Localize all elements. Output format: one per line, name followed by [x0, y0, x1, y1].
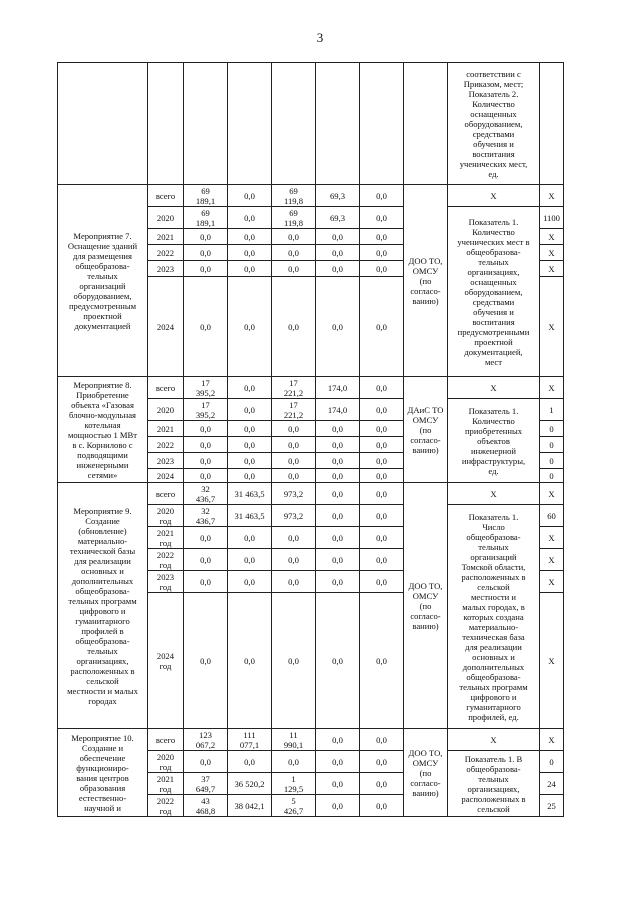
executor-cell: ДОО ТО, ОМСУ (по согласо- ванию): [404, 483, 448, 729]
total-cell: 0,0: [184, 245, 228, 261]
total-cell: 0,0: [184, 421, 228, 437]
local-cell: 0,0: [316, 437, 360, 453]
federal-cell: 0,0: [228, 437, 272, 453]
federal-cell: 0,0: [228, 261, 272, 277]
table-row: [58, 377, 564, 399]
local-cell: 0,0: [316, 505, 360, 527]
indicator-value-cell: X: [540, 261, 564, 277]
total-cell: 0,0: [184, 229, 228, 245]
page-number: 3: [316, 30, 324, 45]
indicator-value-cell: X: [540, 593, 564, 729]
year-cell: 2023: [148, 261, 184, 277]
year-cell: 2020 год: [148, 505, 184, 527]
indicator-value-cell: 0: [540, 437, 564, 453]
year-cell: 2022 год: [148, 549, 184, 571]
year-cell: 2022: [148, 437, 184, 453]
total-cell: 123 067,2: [184, 729, 228, 751]
local-cell: 0,0: [316, 795, 360, 817]
local-cell: 69,3: [316, 185, 360, 207]
federal-cell: 0,0: [228, 469, 272, 483]
event-title: Мероприятие 7. Оснащение зданий для размещения общеобразова- тельных организаций оборудованием, предусмотренным проектной документацией: [58, 185, 148, 377]
federal-cell: 0,0: [228, 277, 272, 377]
indicator-value-cell: X: [540, 571, 564, 593]
total-cell: 43 468,8: [184, 795, 228, 817]
local-cell: 0,0: [316, 229, 360, 245]
indicator-x-cell: X: [448, 377, 540, 399]
extra-cell: 0,0: [360, 593, 404, 729]
regional-cell: 0,0: [272, 437, 316, 453]
local-cell: 0,0: [316, 571, 360, 593]
year-cell: 2021 год: [148, 773, 184, 795]
federal-cell: 0,0: [228, 185, 272, 207]
regional-cell: 5 426,7: [272, 795, 316, 817]
event-title: Мероприятие 9. Создание (обновление) материально- технической базы для реализации основных и дополнительных общеобразова- тельных программ цифрового и гуманитарного профилей в общеобразова- тельных организациях, расположенных в сельской местности и малых городах: [58, 483, 148, 729]
extra-cell: 0,0: [360, 437, 404, 453]
local-cell: 174,0: [316, 377, 360, 399]
extra-cell: 0,0: [360, 549, 404, 571]
local-cell: 0,0: [316, 593, 360, 729]
indicator-value-cell: X: [540, 729, 564, 751]
federal-cell: 0,0: [228, 421, 272, 437]
total-cell: 0,0: [184, 437, 228, 453]
total-cell: 0,0: [184, 571, 228, 593]
indicator-value-cell: X: [540, 245, 564, 261]
federal-cell: 111 077,1: [228, 729, 272, 751]
year-cell: 2020: [148, 399, 184, 421]
extra-cell: 0,0: [360, 773, 404, 795]
indicator-value-cell: X: [540, 229, 564, 245]
empty-cell: [184, 63, 228, 185]
federal-cell: 0,0: [228, 571, 272, 593]
table-row: [58, 483, 564, 505]
extra-cell: 0,0: [360, 261, 404, 277]
executor-cell: ДОО ТО, ОМСУ (по согласо- ванию): [404, 729, 448, 817]
regional-cell: 0,0: [272, 571, 316, 593]
table-row: [58, 63, 564, 185]
federal-cell: 0,0: [228, 751, 272, 773]
local-cell: 0,0: [316, 483, 360, 505]
federal-cell: 36 520,2: [228, 773, 272, 795]
year-cell: 2024 год: [148, 593, 184, 729]
extra-cell: 0,0: [360, 527, 404, 549]
year-cell: 2024: [148, 277, 184, 377]
federal-cell: 0,0: [228, 453, 272, 469]
total-cell: 17 395,2: [184, 377, 228, 399]
extra-cell: 0,0: [360, 751, 404, 773]
indicator-value-cell: 0: [540, 421, 564, 437]
federal-cell: 0,0: [228, 229, 272, 245]
regional-cell: 0,0: [272, 229, 316, 245]
regional-cell: 0,0: [272, 261, 316, 277]
executor-cell: ДАиС ТО ОМСУ (по согласо- ванию): [404, 377, 448, 483]
regional-cell: 17 221,2: [272, 377, 316, 399]
regional-cell: 0,0: [272, 453, 316, 469]
federal-cell: 31 463,5: [228, 505, 272, 527]
empty-cell: [58, 63, 148, 185]
regional-cell: 1 129,5: [272, 773, 316, 795]
regional-cell: 0,0: [272, 421, 316, 437]
regional-cell: 973,2: [272, 483, 316, 505]
federal-cell: 38 042,1: [228, 795, 272, 817]
indicator-value-cell: X: [540, 377, 564, 399]
local-cell: 0,0: [316, 261, 360, 277]
year-cell: 2022 год: [148, 795, 184, 817]
federal-cell: 0,0: [228, 549, 272, 571]
indicator-value-cell: 1100: [540, 207, 564, 229]
local-cell: 0,0: [316, 751, 360, 773]
indicator-cell: Показатель 1. Число общеобразова- тельных организаций Томской области, расположенных в сельской местности и малых городах, в которых создана материально- техническая база для реализации основных и дополнительных общеобразова- тельных программ цифрового и гуманитарного профилей, ед.: [448, 505, 540, 729]
total-cell: 32 436,7: [184, 483, 228, 505]
indicator-value-cell: X: [540, 277, 564, 377]
year-cell: 2023 год: [148, 571, 184, 593]
executor-cell: ДОО ТО, ОМСУ (по согласо- ванию): [404, 185, 448, 377]
regional-cell: 17 221,2: [272, 399, 316, 421]
federal-cell: 0,0: [228, 593, 272, 729]
regional-cell: 11 990,1: [272, 729, 316, 751]
table-row: [58, 185, 564, 207]
indicator-value-cell: X: [540, 527, 564, 549]
extra-cell: 0,0: [360, 795, 404, 817]
regional-cell: 0,0: [272, 469, 316, 483]
empty-cell: [272, 63, 316, 185]
indicator-value-cell: X: [540, 549, 564, 571]
local-cell: 69,3: [316, 207, 360, 229]
regional-cell: 69 119,8: [272, 207, 316, 229]
table-row: [58, 729, 564, 751]
indicator-x-cell: X: [448, 185, 540, 207]
year-cell: 2024: [148, 469, 184, 483]
extra-cell: 0,0: [360, 571, 404, 593]
local-cell: 0,0: [316, 245, 360, 261]
indicator-cell: Показатель 1. Количество приобретенных объектов инженерной инфраструктуры, ед.: [448, 399, 540, 483]
federal-cell: 0,0: [228, 245, 272, 261]
federal-cell: 0,0: [228, 207, 272, 229]
total-cell: 0,0: [184, 527, 228, 549]
extra-cell: 0,0: [360, 421, 404, 437]
year-cell: всего: [148, 729, 184, 751]
total-cell: 0,0: [184, 277, 228, 377]
regional-cell: 0,0: [272, 549, 316, 571]
total-cell: 0,0: [184, 593, 228, 729]
year-cell: 2021: [148, 421, 184, 437]
federal-cell: 0,0: [228, 377, 272, 399]
extra-cell: 0,0: [360, 453, 404, 469]
extra-cell: 0,0: [360, 245, 404, 261]
year-cell: 2021 год: [148, 527, 184, 549]
local-cell: 0,0: [316, 549, 360, 571]
extra-cell: 0,0: [360, 377, 404, 399]
local-cell: 0,0: [316, 527, 360, 549]
extra-cell: 0,0: [360, 399, 404, 421]
extra-cell: 0,0: [360, 483, 404, 505]
indicator-value-cell: 24: [540, 773, 564, 795]
indicator-value-cell: 1: [540, 399, 564, 421]
extra-cell: 0,0: [360, 277, 404, 377]
total-cell: 17 395,2: [184, 399, 228, 421]
event-title: Мероприятие 10. Создание и обеспечение функциониро- вания центров образования естественно- научной и: [58, 729, 148, 817]
indicator-value-cell: X: [540, 483, 564, 505]
local-cell: 174,0: [316, 399, 360, 421]
indicator-cell: соответствии с Приказом, мест; Показатель 2. Количество оснащенных оборудованием, средствами обучения и воспитания ученических мест, ед.: [448, 63, 540, 185]
federal-cell: 31 463,5: [228, 483, 272, 505]
regional-cell: 973,2: [272, 505, 316, 527]
year-cell: 2020: [148, 207, 184, 229]
indicator-cell: Показатель 1. Количество ученических мест в общеобразова- тельных организациях, оснащенных оборудованием, средствами обучения и воспитания предусмотренными проектной документацией, мест: [448, 207, 540, 377]
total-cell: 0,0: [184, 261, 228, 277]
year-cell: 2022: [148, 245, 184, 261]
extra-cell: 0,0: [360, 505, 404, 527]
year-cell: всего: [148, 483, 184, 505]
regional-cell: 0,0: [272, 751, 316, 773]
indicator-x-cell: X: [448, 729, 540, 751]
empty-cell: [148, 63, 184, 185]
indicator-value-cell: 25: [540, 795, 564, 817]
regional-cell: 0,0: [272, 527, 316, 549]
indicator-value-cell: 0: [540, 469, 564, 483]
empty-cell: [228, 63, 272, 185]
value-cell: [540, 63, 564, 185]
indicator-value-cell: 60: [540, 505, 564, 527]
local-cell: 0,0: [316, 469, 360, 483]
program-table: [57, 62, 564, 817]
local-cell: 0,0: [316, 453, 360, 469]
total-cell: 32 436,7: [184, 505, 228, 527]
local-cell: 0,0: [316, 773, 360, 795]
total-cell: 69 189,1: [184, 185, 228, 207]
empty-cell: [404, 63, 448, 185]
total-cell: 0,0: [184, 751, 228, 773]
indicator-value-cell: 0: [540, 453, 564, 469]
local-cell: 0,0: [316, 729, 360, 751]
year-cell: всего: [148, 185, 184, 207]
local-cell: 0,0: [316, 277, 360, 377]
total-cell: 69 189,1: [184, 207, 228, 229]
total-cell: 0,0: [184, 549, 228, 571]
total-cell: 0,0: [184, 453, 228, 469]
regional-cell: 0,0: [272, 277, 316, 377]
event-title: Мероприятие 8. Приобретение объекта «Газовая блочно-модульная котельная мощностью 1 МВт в с. Корнилово с подводящими инженерными сетями»: [58, 377, 148, 483]
indicator-x-cell: X: [448, 483, 540, 505]
year-cell: 2020 год: [148, 751, 184, 773]
indicator-value-cell: X: [540, 185, 564, 207]
total-cell: 0,0: [184, 469, 228, 483]
extra-cell: 0,0: [360, 729, 404, 751]
year-cell: 2023: [148, 453, 184, 469]
indicator-cell: Показатель 1. В общеобразова- тельных организациях, расположенных в сельской: [448, 751, 540, 817]
regional-cell: 69 119,8: [272, 185, 316, 207]
year-cell: 2021: [148, 229, 184, 245]
empty-cell: [316, 63, 360, 185]
local-cell: 0,0: [316, 421, 360, 437]
extra-cell: 0,0: [360, 185, 404, 207]
indicator-value-cell: 0: [540, 751, 564, 773]
federal-cell: 0,0: [228, 527, 272, 549]
extra-cell: 0,0: [360, 469, 404, 483]
year-cell: всего: [148, 377, 184, 399]
regional-cell: 0,0: [272, 593, 316, 729]
total-cell: 37 649,7: [184, 773, 228, 795]
extra-cell: 0,0: [360, 229, 404, 245]
regional-cell: 0,0: [272, 245, 316, 261]
federal-cell: 0,0: [228, 399, 272, 421]
extra-cell: 0,0: [360, 207, 404, 229]
empty-cell: [360, 63, 404, 185]
